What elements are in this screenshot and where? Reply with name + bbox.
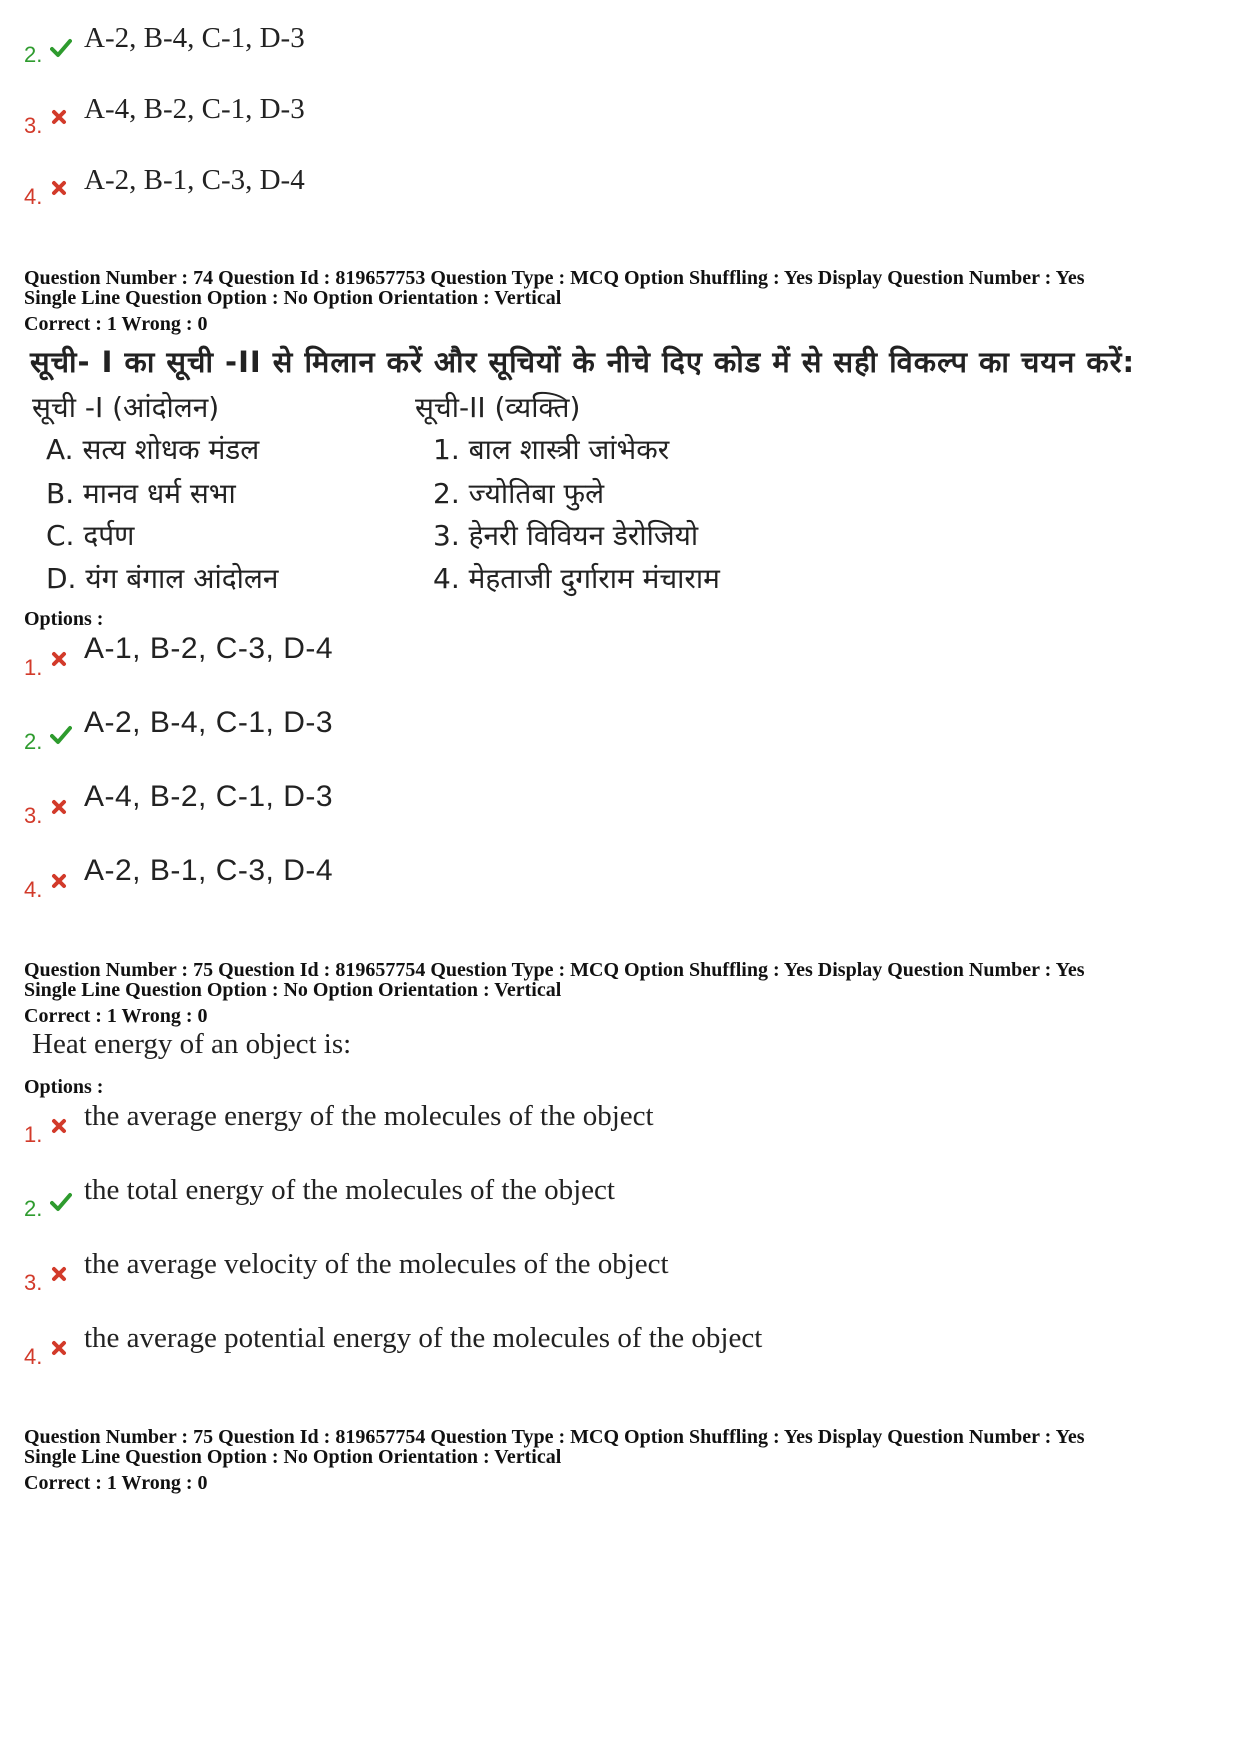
cross-icon	[51, 651, 67, 667]
option-number: 3.	[24, 1270, 43, 1295]
question-marks: Correct : 1 Wrong : 0	[24, 1005, 208, 1027]
question-meta-line2: Single Line Question Option : No Option Orientation : Vertical	[24, 1446, 562, 1468]
option-number: 4.	[24, 877, 43, 902]
cross-icon	[51, 1118, 67, 1134]
option-number: 3.	[24, 113, 43, 138]
option-number: 3.	[24, 803, 43, 828]
option-text: the average potential energy of the molecules of the object	[84, 1322, 763, 1354]
list1-header: सूची -I (आंदोलन)	[32, 391, 220, 424]
check-icon	[50, 725, 72, 745]
list1-item: D. यंग बंगाल आंदोलन	[46, 562, 279, 595]
option-text: A-2, B-4, C-1, D-3	[84, 706, 334, 739]
list2-item: 2. ज्योतिबा फुले	[433, 477, 605, 510]
option-text: A-2, B-4, C-1, D-3	[84, 22, 305, 54]
option-text: A-4, B-2, C-1, D-3	[84, 93, 305, 125]
list2-header: सूची-II (व्यक्ति)	[415, 391, 581, 424]
list2-item: 1. बाल शास्त्री जांभेकर	[433, 433, 670, 466]
list1-item: A. सत्य शोधक मंडल	[46, 433, 260, 466]
option-text: the total energy of the molecules of the object	[84, 1174, 615, 1206]
option-text: the average energy of the molecules of the object	[84, 1100, 654, 1132]
check-icon	[50, 38, 72, 58]
cross-icon	[51, 1340, 67, 1356]
option-number: 4.	[24, 1344, 43, 1369]
list1-item: B. मानव धर्म सभा	[46, 477, 236, 510]
option-number: 4.	[24, 184, 43, 209]
question-meta-line2: Single Line Question Option : No Option Orientation : Vertical	[24, 287, 562, 309]
option-text: the average velocity of the molecules of the object	[84, 1248, 669, 1280]
option-number: 1.	[24, 655, 43, 680]
question-meta-line2: Single Line Question Option : No Option Orientation : Vertical	[24, 979, 562, 1001]
question-marks: Correct : 1 Wrong : 0	[24, 1472, 208, 1494]
option-text: A-2, B-1, C-3, D-4	[84, 854, 334, 887]
option-text: A-2, B-1, C-3, D-4	[84, 164, 305, 196]
cross-icon	[51, 109, 67, 125]
question-meta: Question Number : 75 Question Id : 819657754 Question Type : MCQ Option Shuffling : Yes Display Question Number : Yes	[24, 959, 1085, 981]
list2-item: 3. हेनरी विवियन डेरोजियो	[433, 519, 699, 552]
check-icon	[50, 1192, 72, 1212]
cross-icon	[51, 873, 67, 889]
option-number: 1.	[24, 1122, 43, 1147]
option-number: 2.	[24, 42, 43, 67]
question-instruction: सूची- I का सूची -II से मिलान करें और सूचियों के नीचे दिए कोड में से सही विकल्प का चयन करें:	[30, 345, 1136, 379]
options-label: Options :	[24, 1076, 104, 1098]
question-meta: Question Number : 74 Question Id : 819657753 Question Type : MCQ Option Shuffling : Yes Display Question Number : Yes	[24, 267, 1085, 289]
option-text: A-4, B-2, C-1, D-3	[84, 780, 334, 813]
cross-icon	[51, 799, 67, 815]
option-number: 2.	[24, 729, 43, 754]
cross-icon	[51, 1266, 67, 1282]
question-text: Heat energy of an object is:	[32, 1028, 352, 1060]
question-meta: Question Number : 75 Question Id : 819657754 Question Type : MCQ Option Shuffling : Yes Display Question Number : Yes	[24, 1426, 1085, 1448]
options-label: Options :	[24, 608, 104, 630]
list1-item: C. दर्पण	[46, 519, 135, 552]
cross-icon	[51, 180, 67, 196]
list2-item: 4. मेहताजी दुर्गाराम मंचाराम	[433, 562, 720, 595]
option-number: 2.	[24, 1196, 43, 1221]
question-marks: Correct : 1 Wrong : 0	[24, 313, 208, 335]
option-text: A-1, B-2, C-3, D-4	[84, 632, 334, 665]
